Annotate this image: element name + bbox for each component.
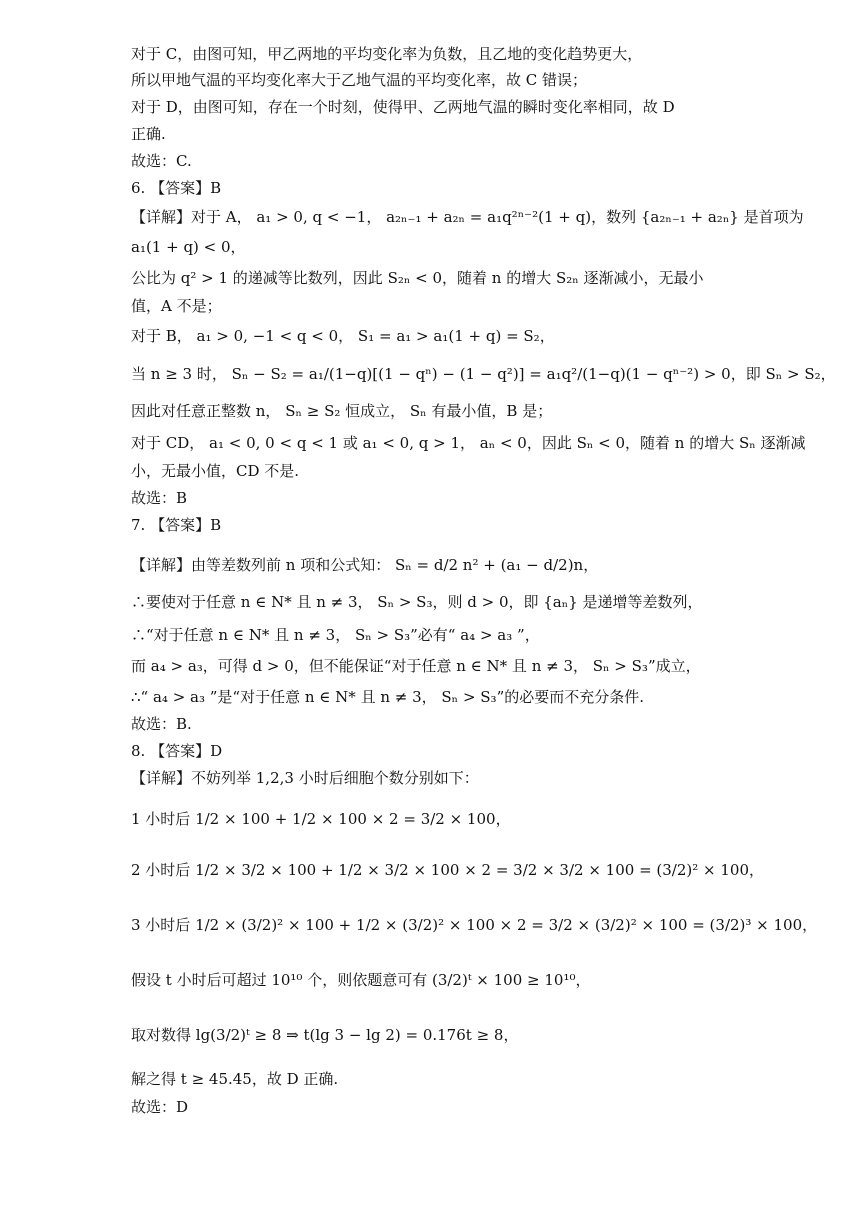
text-line: 故选：C. bbox=[131, 152, 192, 170]
text-line: 对于 C，由图可知，甲乙两地的平均变化率为负数，且乙地的变化趋势更大， bbox=[131, 45, 643, 63]
text-line: 取对数得 lg(3/2)ᵗ ≥ 8 ⇒ t(lg 3 − lg 2) = 0.176t ≥ 8， bbox=[131, 1026, 519, 1044]
answer-heading: 6. 【答案】B bbox=[131, 179, 222, 197]
text-line: 公比为 q² > 1 的递减等比数列，因此 S₂ₙ < 0，随着 n 的增大 S₂ₙ 逐渐减小，无最小 bbox=[131, 269, 704, 287]
text-line: 解之得 t ≥ 45.45，故 D 正确. bbox=[131, 1070, 339, 1088]
text-line: 【详解】由等差数列前 n 项和公式知： Sₙ = d/2 n² + (a₁ − d/2)n， bbox=[131, 556, 599, 574]
text-line: 假设 t 小时后可超过 10¹⁰ 个，则依题意可有 (3/2)ᵗ × 100 ≥ 10¹⁰， bbox=[131, 971, 591, 989]
text-line: 所以甲地气温的平均变化率大于乙地气温的平均变化率，故 C 错误； bbox=[131, 71, 588, 89]
text-line: 故选：B. bbox=[131, 715, 192, 733]
text-line: a₁(1 + q) < 0， bbox=[131, 238, 246, 256]
text-line: 1 小时后 1/2 × 100 + 1/2 × 100 × 2 = 3/2 × 100， bbox=[131, 810, 511, 828]
text-line: 3 小时后 1/2 × (3/2)² × 100 + 1/2 × (3/2)² × 100 × 2 = 3/2 × (3/2)² × 100 = (3/2)³ × 100， bbox=[131, 916, 818, 934]
text-line: ∴“ a₄ > a₃ ”是“对于任意 n ∈ N* 且 n ≠ 3， Sₙ > S₃”的必要而不充分条件. bbox=[131, 688, 645, 706]
text-line: 当 n ≥ 3 时， Sₙ − S₂ = a₁/(1−q)[(1 − qⁿ) − (1 − q²)] = a₁q²/(1−q)(1 − qⁿ⁻²) > 0，即 Sₙ > S₂， bbox=[131, 365, 836, 383]
text-line: 小，无最小值，CD 不是. bbox=[131, 462, 300, 480]
text-line: 【详解】对于 A， a₁ > 0, q < −1， a₂ₙ₋₁ + a₂ₙ = a₁q²ⁿ⁻²(1 + q)，数列 {a₂ₙ₋₁ + a₂ₙ} 是首项为 bbox=[131, 208, 804, 226]
text-line: 对于 B， a₁ > 0, −1 < q < 0， S₁ = a₁ > a₁(1 + q) = S₂， bbox=[131, 327, 555, 345]
answer-heading: 8. 【答案】D bbox=[131, 742, 223, 760]
text-line: 因此对任意正整数 n， Sₙ ≥ S₂ 恒成立， Sₙ 有最小值，B 是； bbox=[131, 402, 553, 420]
text-line: 而 a₄ > a₃，可得 d > 0，但不能保证“对于任意 n ∈ N* 且 n ≠ 3， Sₙ > S₃”成立， bbox=[131, 657, 701, 675]
text-line: 对于 D，由图可知，存在一个时刻，使得甲、乙两地气温的瞬时变化率相同，故 D bbox=[131, 98, 675, 116]
text-line: 【详解】不妨列举 1,2,3 小时后细胞个数分别如下： bbox=[131, 769, 479, 787]
text-line: 对于 CD， a₁ < 0, 0 < q < 1 或 a₁ < 0, q > 1， aₙ < 0，因此 Sₙ < 0，随着 n 的增大 Sₙ 逐渐减 bbox=[131, 434, 806, 452]
answer-heading: 7. 【答案】B bbox=[131, 516, 222, 534]
text-line: 2 小时后 1/2 × 3/2 × 100 + 1/2 × 3/2 × 100 × 2 = 3/2 × 3/2 × 100 = (3/2)² × 100， bbox=[131, 861, 764, 879]
text-line: 故选：B bbox=[131, 489, 188, 507]
text-line: ∴“对于任意 n ∈ N* 且 n ≠ 3， Sₙ > S₃”必有“ a₄ > a₃ ”， bbox=[131, 626, 540, 644]
text-line: 值，A 不是； bbox=[131, 297, 222, 315]
text-line: ∴要使对于任意 n ∈ N* 且 n ≠ 3， Sₙ > S₃，则 d > 0，即 {aₙ} 是递增等差数列， bbox=[131, 593, 703, 611]
text-line: 正确. bbox=[131, 125, 166, 143]
text-line: 故选：D bbox=[131, 1098, 189, 1116]
